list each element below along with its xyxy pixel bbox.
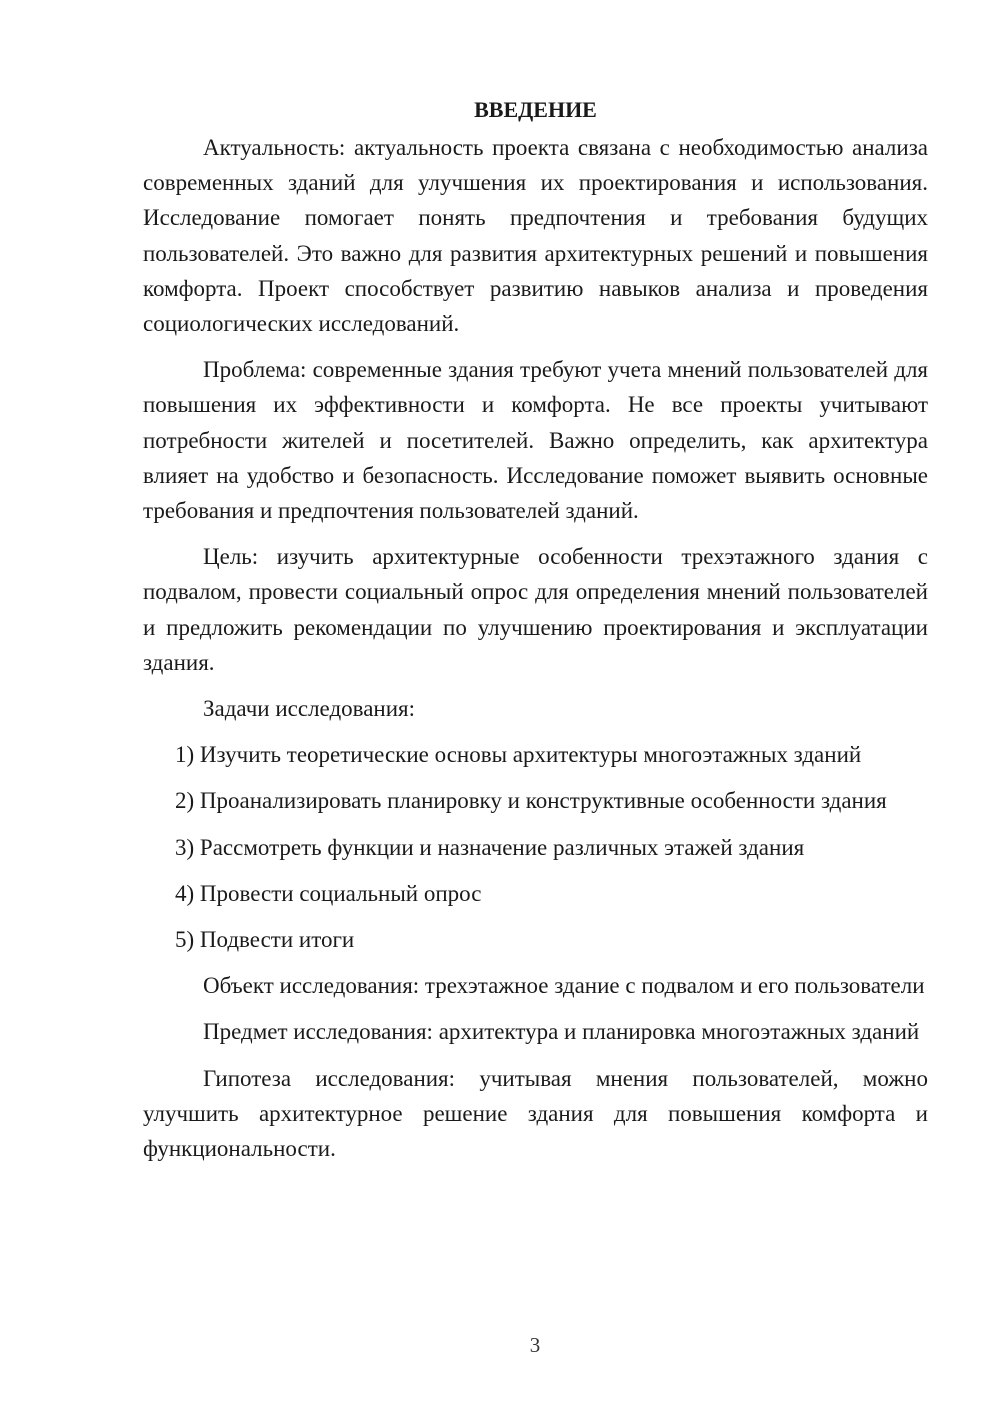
task-item-2: 2) Проанализировать планировку и конструктивные особенности здания [175,788,887,814]
task-item-3: 3) Рассмотреть функции и назначение различных этажей здания [175,834,805,860]
problem-paragraph: Проблема: современные здания требуют учета мнений пользователей для повышения их эффективности и комфорта. Не все проекты учитывают потребности жителей и посетителей. Важно определить, как архитектура влияет на удобство и безопасность. Исследование поможет выявить основные требования и предпочтения пользователей зданий. [143,357,928,524]
tasks-heading: Задачи исследования: [203,696,416,722]
subject-paragraph: Предмет исследования: архитектура и планировка многоэтажных зданий [203,1019,920,1045]
hypothesis-paragraph: Гипотеза исследования: учитывая мнения пользователей, можно улучшить архитектурное решение здания для повышения комфорта и функциональности. [143,1065,928,1162]
task-item-1: 1) Изучить теоретические основы архитектуры многоэтажных зданий [175,742,862,768]
relevance-paragraph: Актуальность: актуальность проекта связана с необходимостью анализа современных зданий для улучшения их проектирования и использования. Исследование помогает понять предпочтения и требования будущих пользователей. Это важно для развития архитектурных решений и повышения комфорта. Проект способствует развитию навыков анализа и проведения социологических исследований. [143,135,928,337]
goal-paragraph: Цель: изучить архитектурные особенности трехэтажного здания с подвалом, провести социальный опрос для определения мнений пользователей и предложить рекомендации по улучшению проектирования и эксплуатации здания. [143,544,928,675]
object-paragraph: Объект исследования: трехэтажное здание с подвалом и его пользователи [203,973,925,999]
document-page [143,92,928,1177]
page-title: ВВЕДЕНИЕ [474,97,597,122]
page-number: 3 [529,1333,541,1357]
task-item-4: 4) Провести социальный опрос [175,880,482,906]
task-item-5: 5) Подвести итоги [175,927,355,953]
